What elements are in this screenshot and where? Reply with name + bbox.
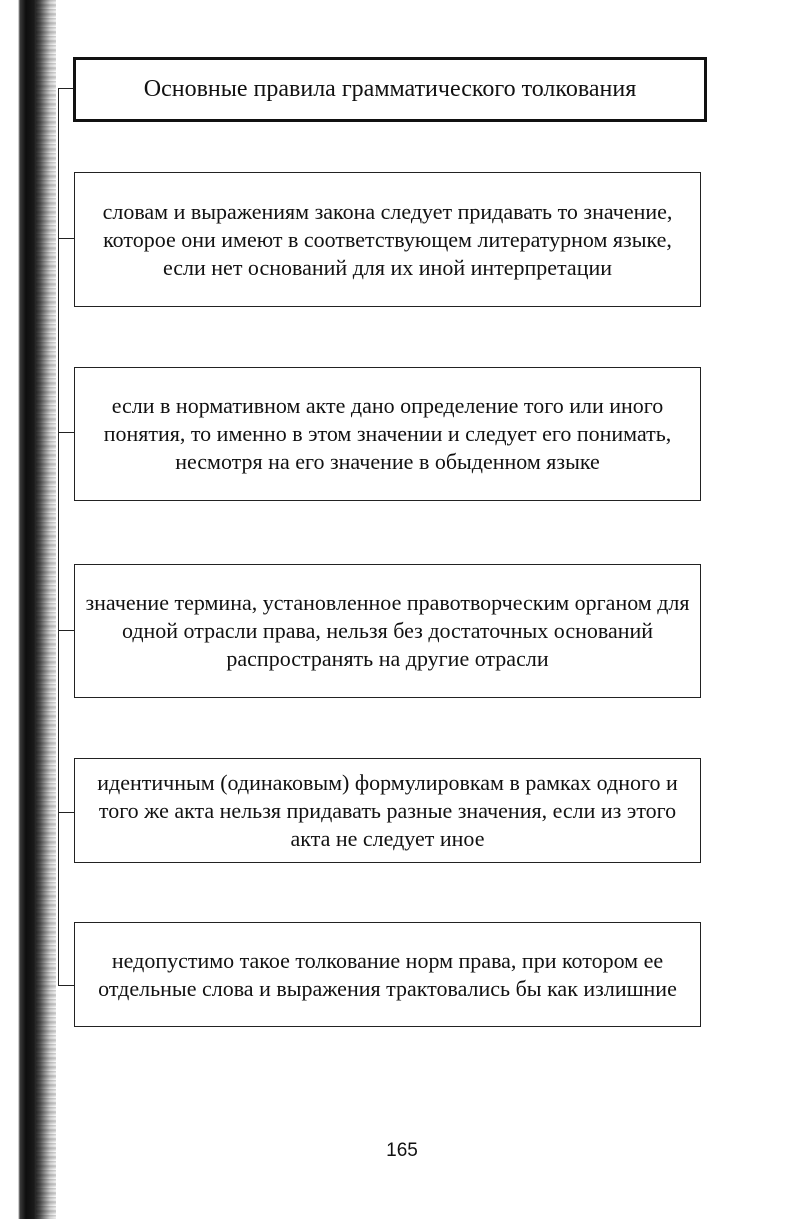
connector-rule-2	[58, 432, 74, 433]
rule-box-1: словам и выражениям закона следует придавать то значение, которое они имеют в соответствующем литературном языке, если нет оснований для их иной интерпретации	[74, 172, 701, 307]
rule-box-4: идентичным (одинаковым) формулировкам в рамках одного и того же акта нельзя придавать разные значения, если из этого акта не следует иное	[74, 758, 701, 863]
connector-rule-1	[58, 238, 74, 239]
page-number: 165	[386, 1140, 418, 1161]
diagram-title: Основные правила грамматического толкования	[73, 57, 707, 122]
rule-box-3: значение термина, установленное правотворческим органом для одной отрасли права, нельзя без достаточных оснований распространять на другие отрасли	[74, 564, 701, 698]
rule-box-5: недопустимо такое толкование норм права, при котором ее отдельные слова и выражения трактовались бы как излишние	[74, 922, 701, 1027]
connector-rule-5	[58, 985, 74, 986]
rule-box-2: если в нормативном акте дано определение того или иного понятия, то именно в этом значении и следует его понимать, несмотря на его значение в обыденном языке	[74, 367, 701, 501]
binding-shadow	[36, 0, 56, 1219]
connector-rule-3	[58, 630, 74, 631]
connector-title	[58, 88, 74, 89]
connector-vertical-line	[58, 88, 59, 985]
connector-rule-4	[58, 812, 74, 813]
